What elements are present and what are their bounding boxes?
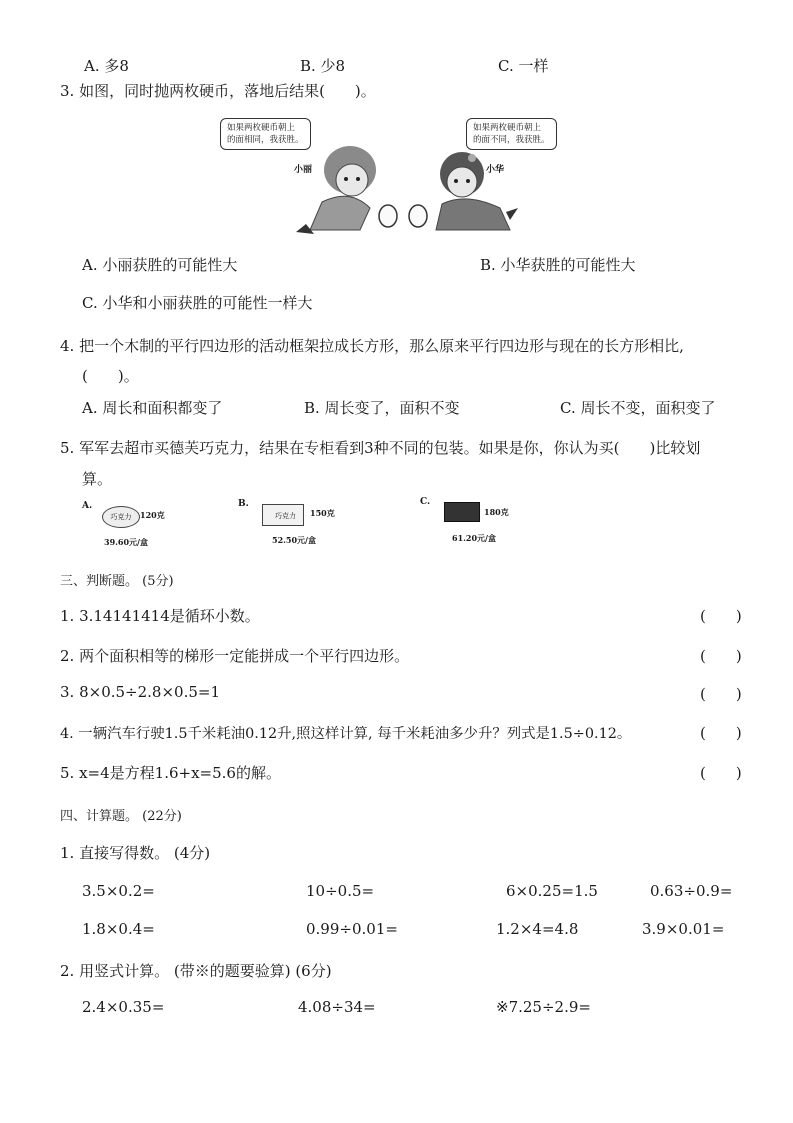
q2-option-c: C. 一样 [498,57,549,75]
q5-item-b-weight: 150克 [310,508,335,518]
q3-illustration [210,112,590,242]
tf-item-2: 2. 两个面积相等的梯形一定能拼成一个平行四边形。 [60,647,410,665]
q4-stem-line2: ( )。 [82,367,139,385]
vertical-calc-3: ※7.25÷2.9= [496,998,591,1016]
q4-option-b: B. 周长变了，面积不变 [304,399,460,417]
girl-right-body [436,199,510,230]
q5-item-a-weight: 120克 [140,510,165,520]
speech-bubble-left: 如果两枚硬币朝上 的面相同，我获胜。 [220,118,311,150]
q3-stem: 3. 如图，同时抛两枚硬币，落地后结果( )。 [60,82,376,100]
oral-calc-7: 1.2×4=4.8 [496,920,579,938]
children-coins-image [210,112,590,242]
q4-option-a: A. 周长和面积都变了 [82,399,223,417]
section3-title: 三、判断题。 (5分) [60,574,174,589]
vertical-calc-2: 4.08÷34= [298,998,376,1016]
oral-calc-5: 1.8×0.4= [82,920,155,938]
speech-bubble-right: 如果两枚硬币朝上 的面不同，我获胜。 [466,118,557,150]
q5-stem-line1: 5. 军军去超市买德芙巧克力，结果在专柜看到3种不同的包装。如果是你，你认为买( )比较划 [60,439,701,457]
q2-option-b: B. 少8 [300,57,346,75]
oral-calc-6: 0.99÷0.01= [306,920,398,938]
chocolate-box-icon: 巧克力 [262,504,304,526]
tf-answer-3[interactable]: ( ) [700,685,742,703]
q5-item-b-letter: B. [238,499,249,509]
tf-item-4: 4. 一辆汽车行驶1.5千米耗油0.12升,照这样计算, 每千米耗油多少升？列式是1.5÷0.12。 [60,726,632,742]
vertical-calc-1: 2.4×0.35= [82,998,165,1016]
q5-item-b-price: 52.50元/盒 [272,535,316,545]
q3-option-a: A. 小丽获胜的可能性大 [82,256,238,274]
q2-option-a: A. 多8 [84,57,129,75]
tf-item-1: 1. 3.14141414是循环小数。 [60,607,260,625]
coin-right [409,205,427,227]
tf-item-3: 3. 8×0.5÷2.8×0.5=1 [60,683,221,701]
q5-item-a-letter: A. [82,501,93,511]
q3-option-c: C. 小华和小丽获胜的可能性一样大 [82,294,313,312]
q5-item-c-weight: 180克 [484,507,509,517]
calc-sub1-title: 1. 直接写得数。 (4分) [60,844,211,862]
section4-title: 四、计算题。 (22分) [60,809,182,824]
q5-item-a-price: 39.60元/盒 [104,537,148,547]
coin-left [379,205,397,227]
q5-stem-line2: 算。 [82,470,113,488]
tf-answer-2[interactable]: ( ) [700,647,742,665]
name-xiaoli: 小丽 [294,165,313,175]
oral-calc-3: 6×0.25=1.5 [506,882,598,900]
tf-answer-1[interactable]: ( ) [700,607,742,625]
chocolate-bar-icon [444,502,480,522]
q5-item-c-price: 61.20元/盒 [452,533,496,543]
q4-stem-line1: 4. 把一个木制的平行四边形的活动框架拉成长方形，那么原来平行四边形与现在的长方形相比, [60,337,684,355]
tf-item-5: 5. x=4是方程1.6+x=5.6的解。 [60,764,281,782]
oral-calc-4: 0.63÷0.9= [650,882,733,900]
q5-item-c-letter: C. [420,497,431,507]
girl-left-body [310,196,370,230]
oral-calc-8: 3.9×0.01= [642,920,725,938]
tf-answer-4[interactable]: ( ) [700,724,742,742]
q4-option-c: C. 周长不变，面积变了 [560,399,716,417]
tf-answer-5[interactable]: ( ) [700,764,742,782]
q3-option-b: B. 小华获胜的可能性大 [480,256,636,274]
oral-calc-1: 3.5×0.2= [82,882,155,900]
chocolate-tin-icon: 巧克力 [102,506,140,528]
calc-sub2-title: 2. 用竖式计算。 (带※的题要验算) (6分) [60,962,332,980]
name-xiaohua: 小华 [486,165,505,175]
oral-calc-2: 10÷0.5= [306,882,375,900]
